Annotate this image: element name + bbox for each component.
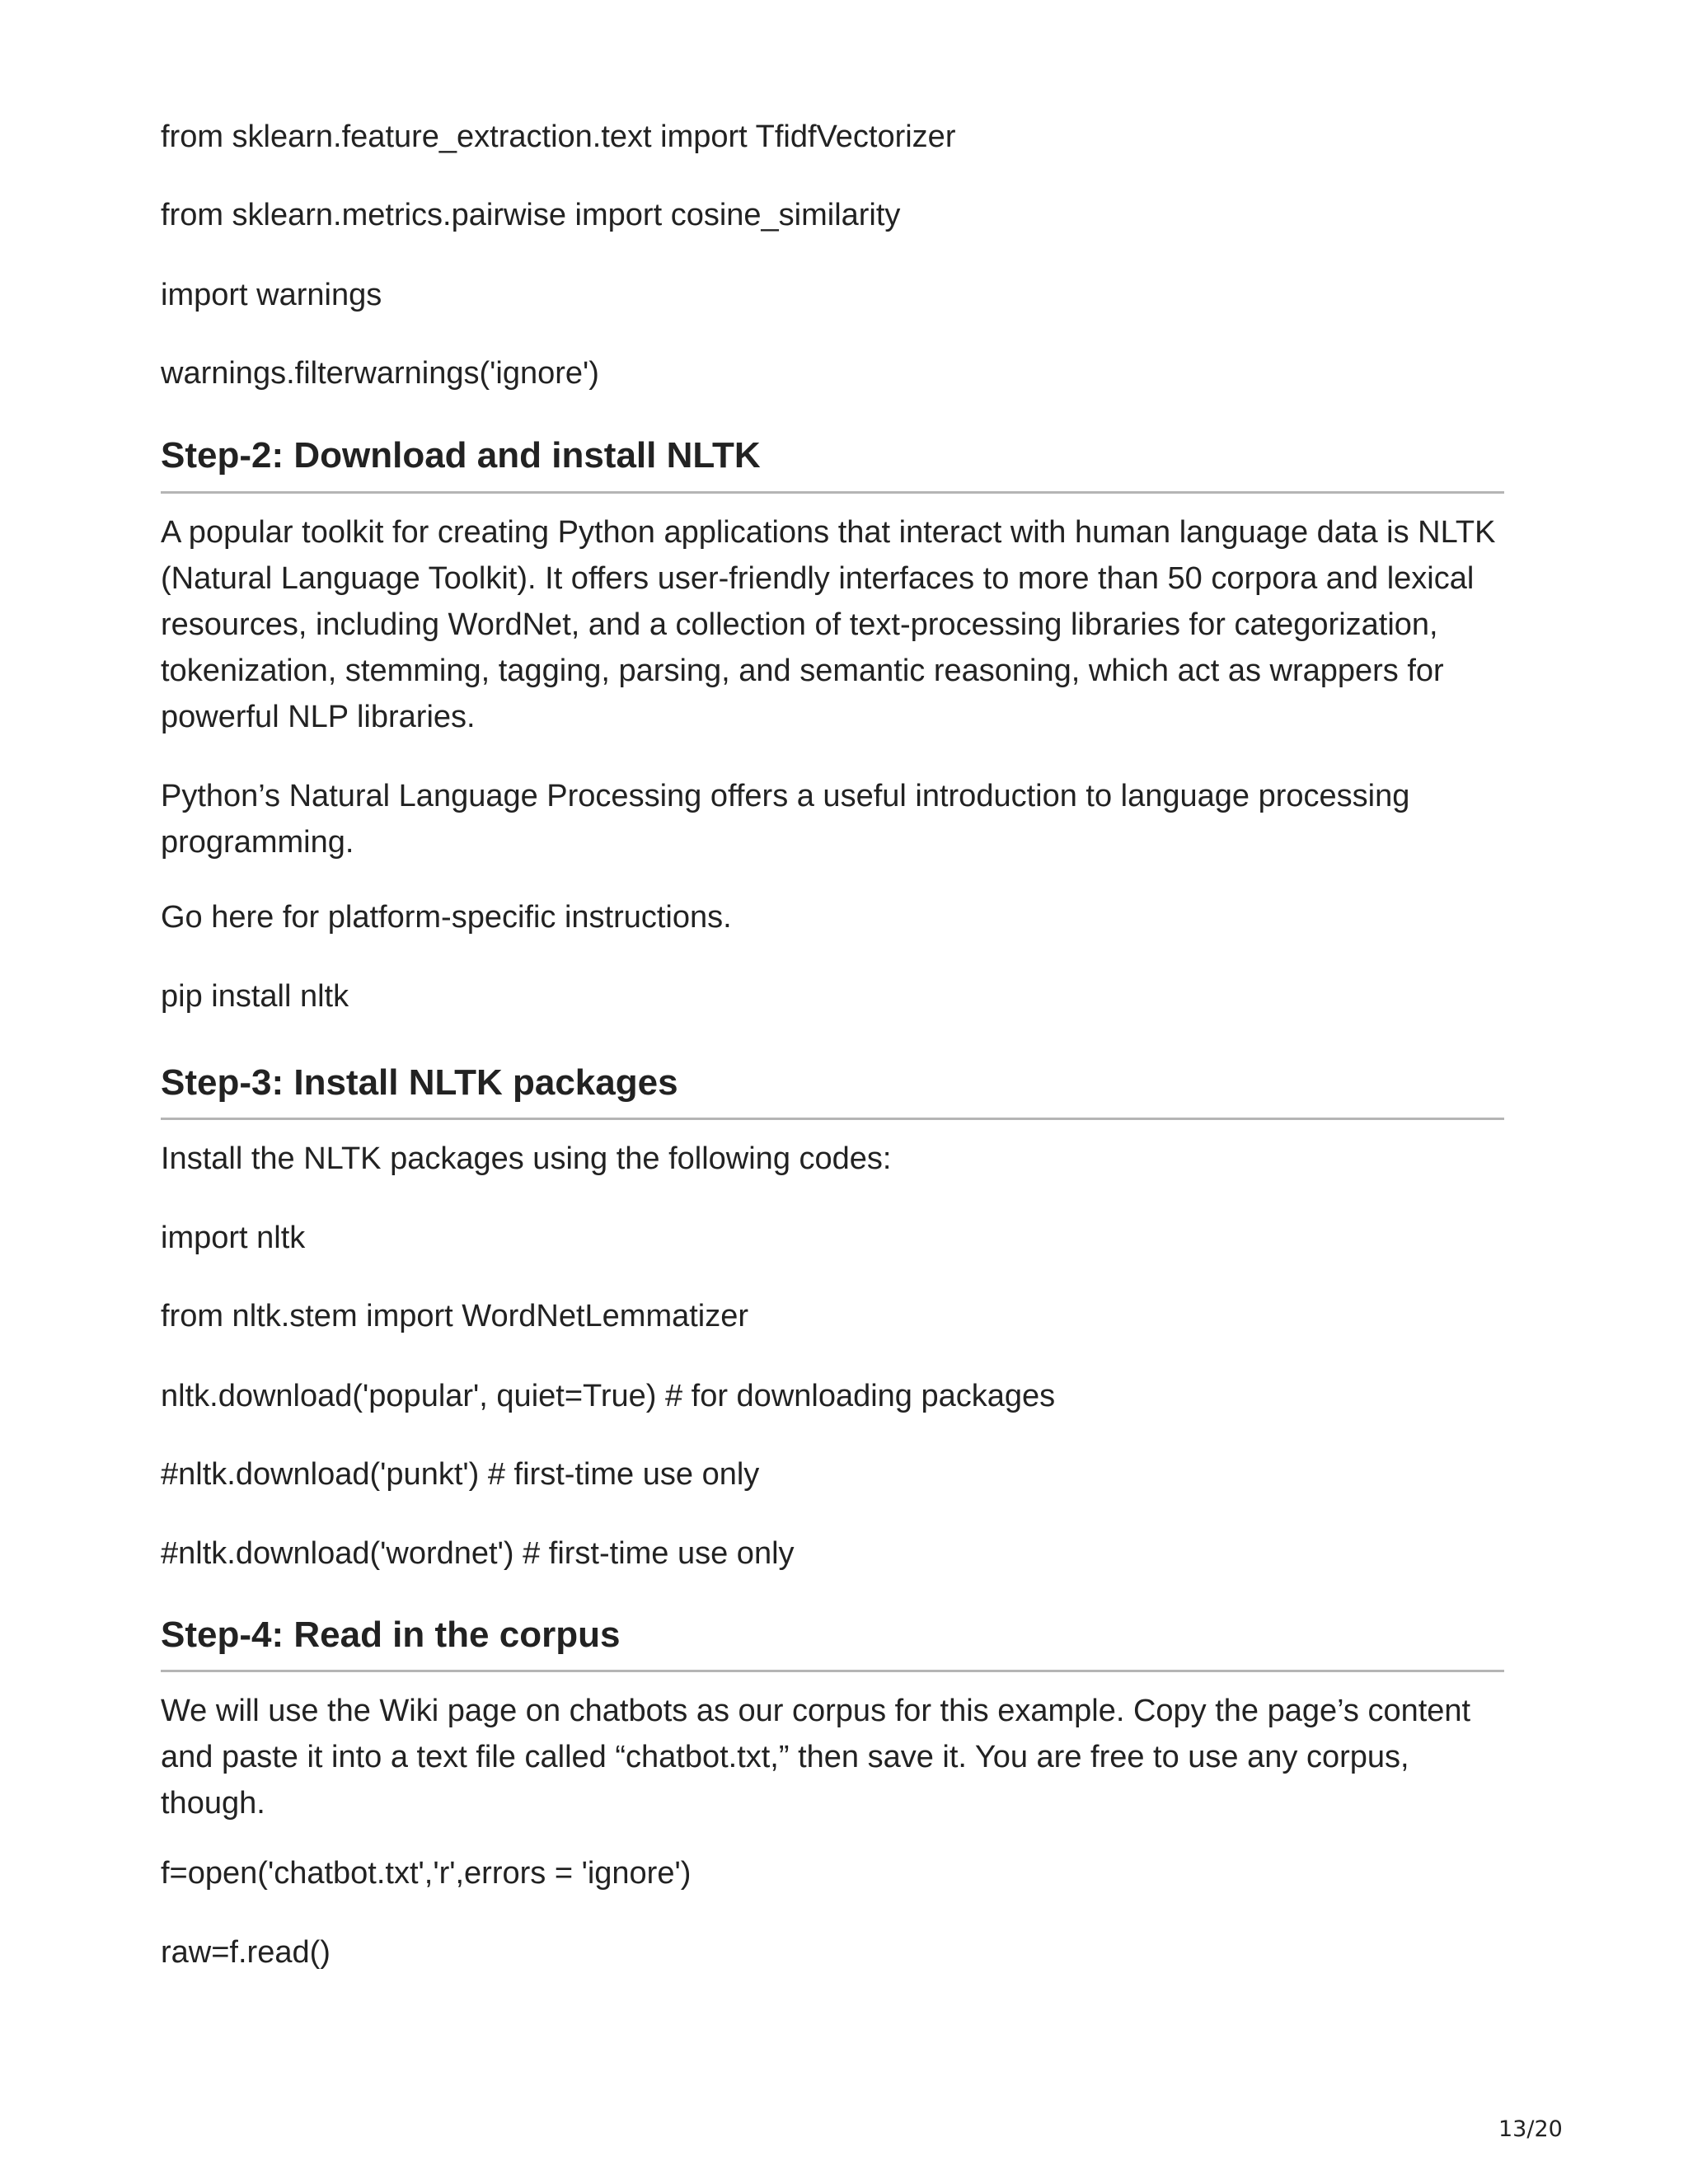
- code-line-download-popular: nltk.download('popular', quiet=True) # for downloading packages: [161, 1379, 1056, 1413]
- page-number: 13/20: [1498, 2116, 1563, 2142]
- code-line-download-wordnet: #nltk.download('wordnet') # first-time use only: [161, 1536, 795, 1571]
- step4-paragraph-corpus: We will use the Wiki page on chatbots as our corpus for this example. Copy the page’s content and paste it into a text file called “chatbot.txt,” then save it. You are free to use any corpus, though.: [161, 1694, 1471, 1821]
- code-line-download-punkt: #nltk.download('punkt') # first-time use only: [161, 1457, 760, 1492]
- step4-divider: [161, 1670, 1504, 1672]
- step2-paragraph-nlp-book: Python’s Natural Language Processing offers a useful introduction to language processing programming.: [161, 779, 1410, 860]
- code-line-filterwarnings: warnings.filterwarnings('ignore'): [161, 356, 599, 391]
- code-line-import-warnings: import warnings: [161, 278, 382, 312]
- code-line-open-file: f=open('chatbot.txt','r',errors = 'ignore'): [161, 1856, 692, 1891]
- code-line-cosine-import: from sklearn.metrics.pairwise import cosine_similarity: [161, 198, 901, 232]
- step2-paragraph-nltk-intro: A popular toolkit for creating Python applications that interact with human language data is NLTK (Natural Language Toolkit). It offers user-friendly interfaces to more than 50 corpora and lexical resources, including WordNet, and a collection of text-processing libraries for categorization, tokenization, stemming, tagging, parsing, and semantic reasoning, which act as wrappers for powerful NLP libraries.: [161, 515, 1496, 734]
- step2-heading: Step-2: Download and install NLTK: [161, 435, 761, 476]
- code-line-wordnet-lemmatizer: from nltk.stem import WordNetLemmatizer: [161, 1299, 749, 1333]
- step2-paragraph-platform-instructions: Go here for platform-specific instructions.: [161, 900, 732, 935]
- step3-divider: [161, 1118, 1504, 1120]
- step2-divider: [161, 491, 1504, 494]
- code-line-import-nltk: import nltk: [161, 1221, 306, 1255]
- code-line-read-file: raw=f.read(): [161, 1935, 331, 1970]
- code-line-tfidf-import: from sklearn.feature_extraction.text import TfidfVectorizer: [161, 120, 956, 154]
- step4-heading: Step-4: Read in the corpus: [161, 1615, 621, 1655]
- step3-paragraph-install-packages: Install the NLTK packages using the following codes:: [161, 1141, 892, 1176]
- step3-heading: Step-3: Install NLTK packages: [161, 1062, 678, 1103]
- code-line-pip-install: pip install nltk: [161, 979, 349, 1014]
